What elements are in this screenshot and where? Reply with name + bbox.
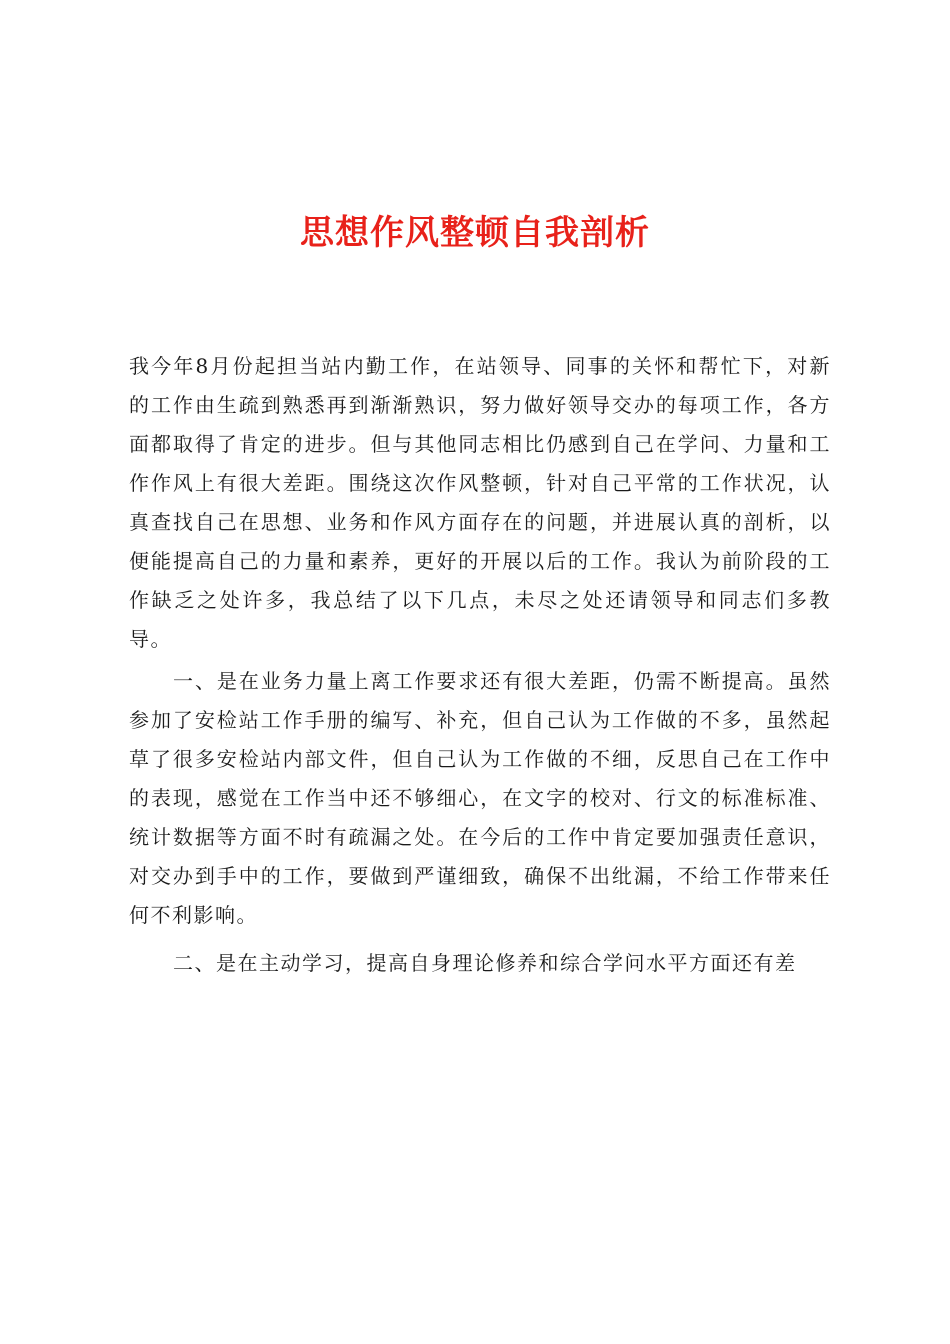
paragraph-intro: 我今年8月份起担当站内勤工作，在站领导、同事的关怀和帮忙下，对新的工作由生疏到熟悉再到渐渐熟识，努力做好领导交办的每项工作，各方面都取得了肯定的进步。但与其他同志相比仍感到自己在学问、力量和工作作风上有很大差距。围绕这次作风整顿，针对自己平常的工作状况，认真查找自己在思想、业务和作风方面存在的问题，并进展认真的剖析，以便能提高自己的力量和素养，更好的开展以后的工作。我认为前阶段的工作缺乏之处许多，我总结了以下几点，未尽之处还请领导和同志们多教导。 (129, 354, 831, 651)
paragraph-point-one: 一、是在业务力量上离工作要求还有很大差距，仍需不断提高。虽然参加了安检站工作手册的编写、补充，但自己认为工作做的不多，虽然起草了很多安检站内部文件，但自己认为工作做的不细，反思自己在工作中的表现，感觉在工作当中还不够细心，在文字的校对、行文的标准标准、统计数据等方面不时有疏漏之处。在今后的工作中肯定要加强责任意识，对交办到手中的工作，要做到严谨细致，确保不出纰漏，不给工作带来任何不利影响。 (129, 669, 831, 927)
document-title: 思想作风整顿自我剖析 (300, 213, 650, 253)
document-body (129, 347, 831, 983)
paragraph-point-two: 二、是在主动学习，提高自身理论修养和综合学问水平方面还有差 (173, 951, 797, 975)
